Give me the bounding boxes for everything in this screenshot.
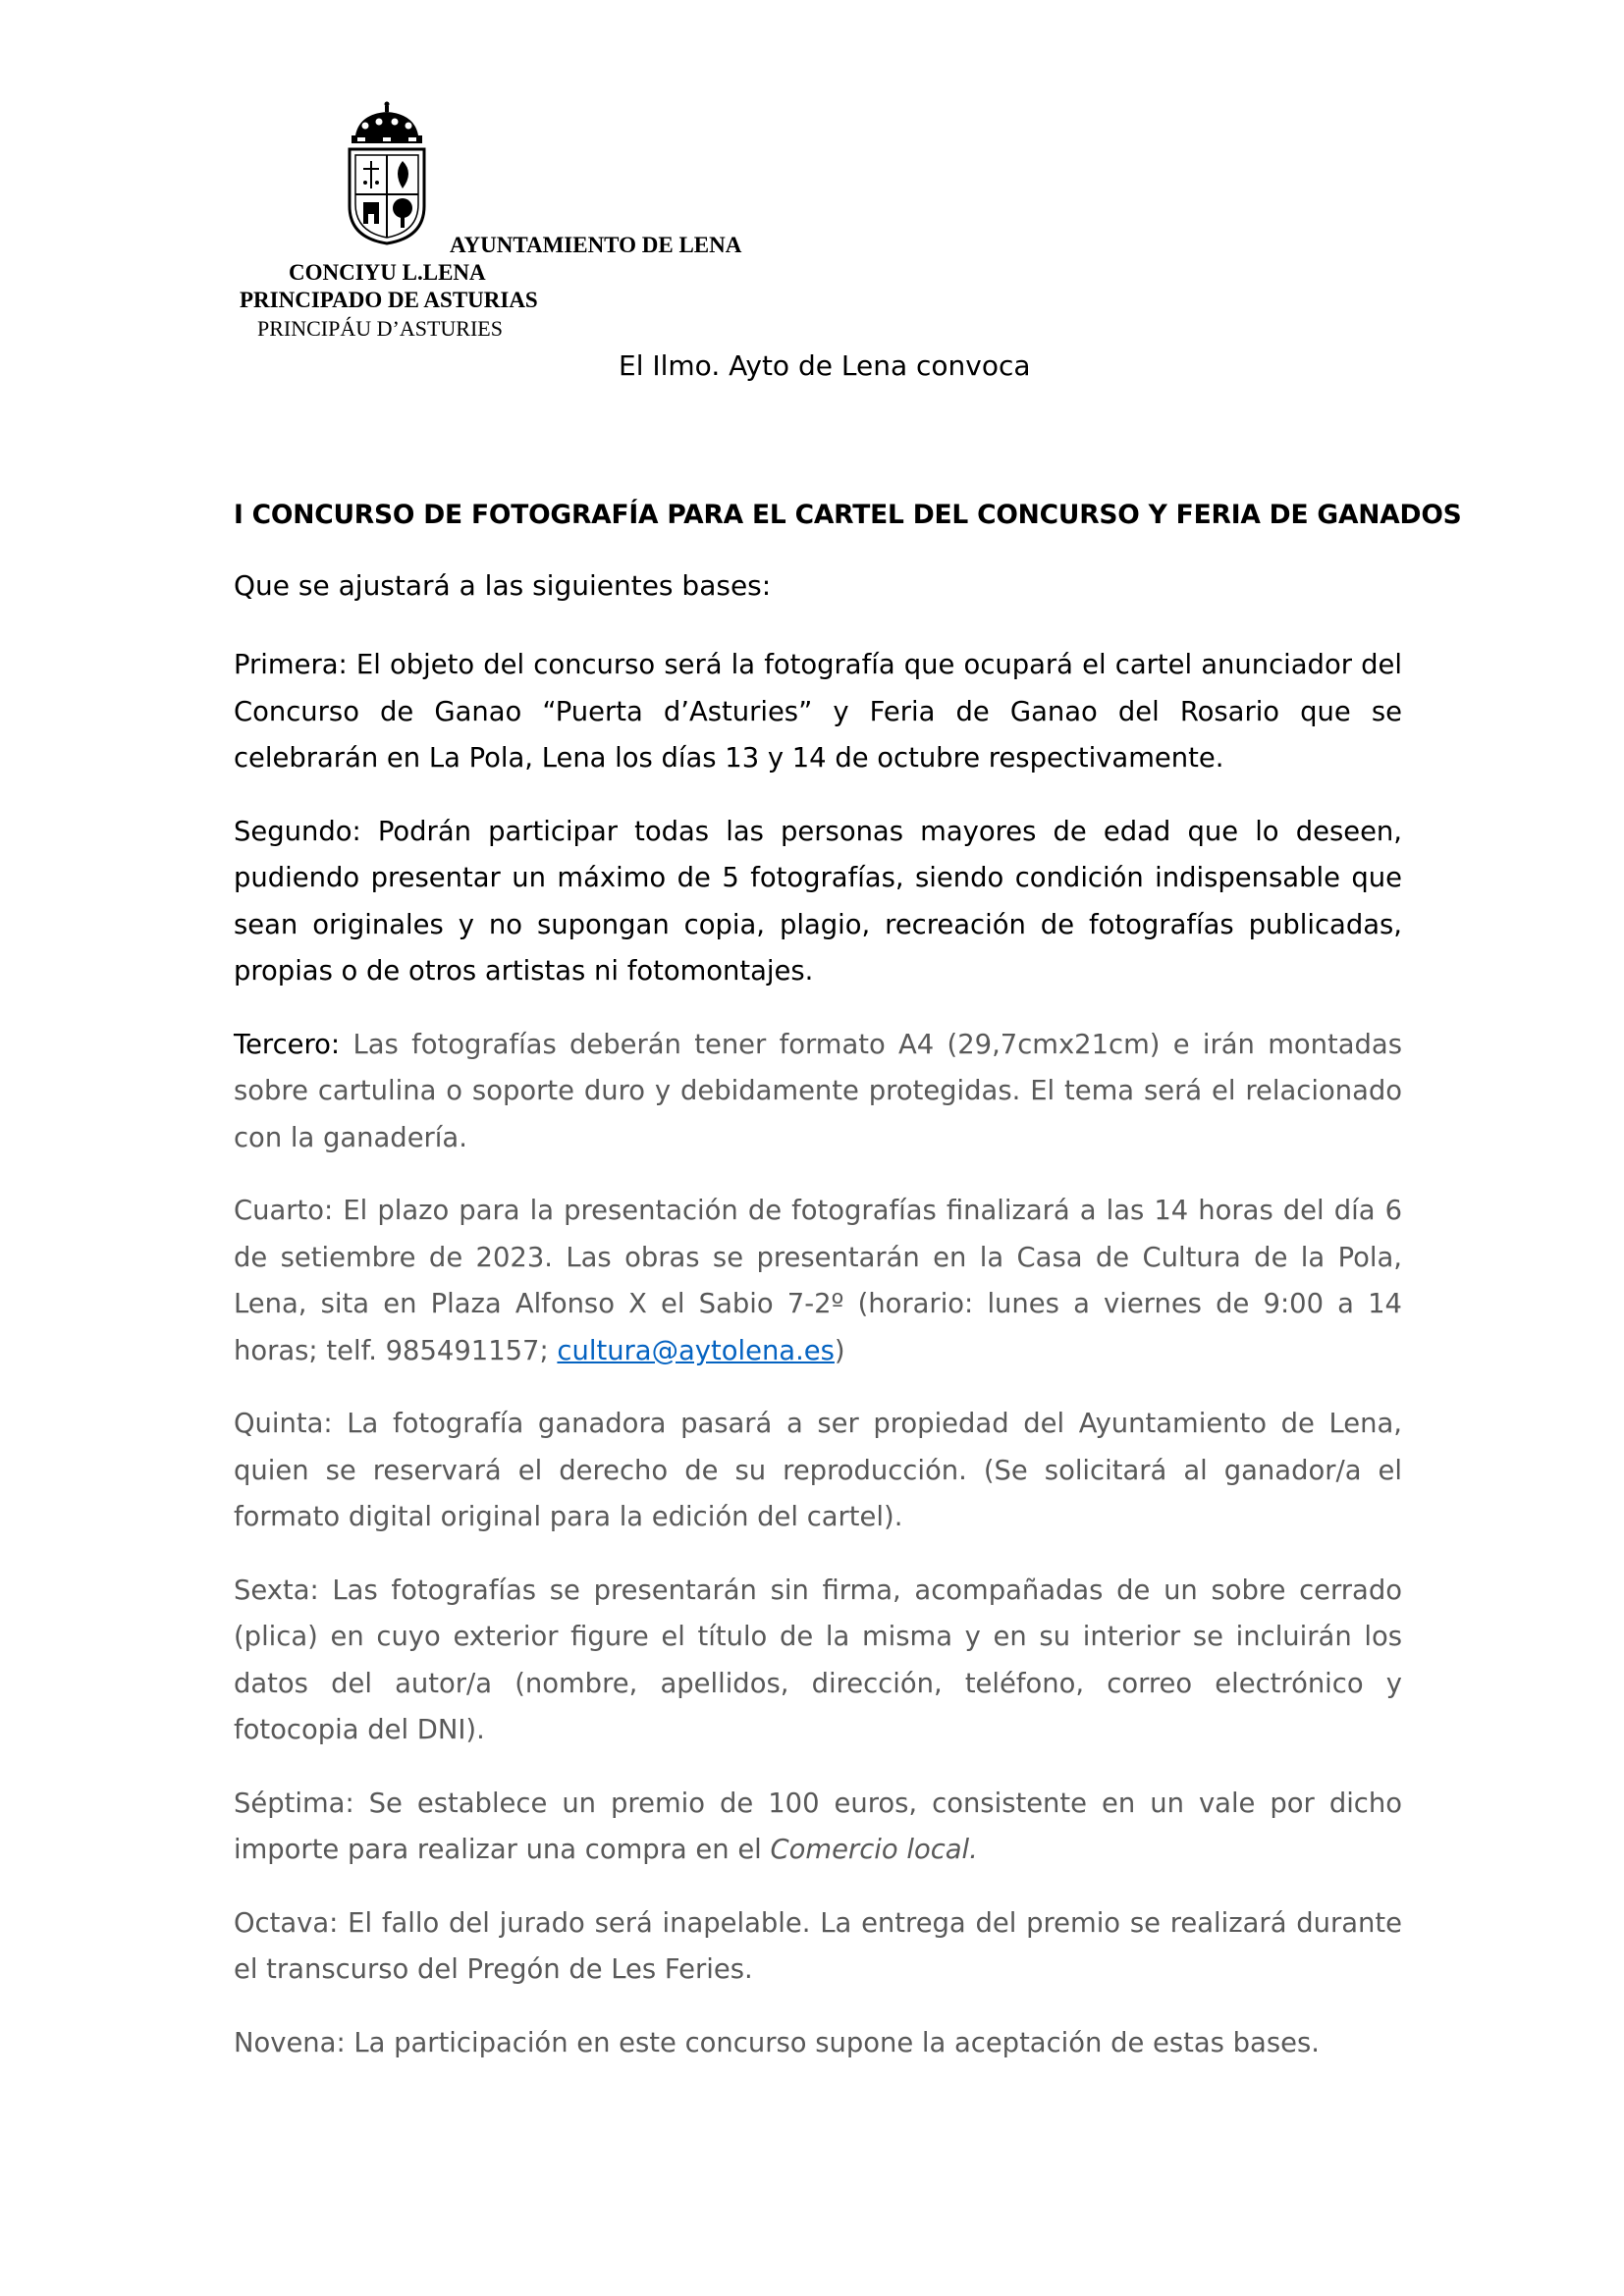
clause-septima — [234, 1781, 1402, 1874]
clause-cuarto — [234, 1188, 1402, 1374]
clause-tercero-text: Las fotografías deberán tener formato A4 (29,7cmx21cm) e irán montadas sobre cartulina o soporte duro y debidamente protegidas. El tema será el relacionado con la ganadería. — [234, 1029, 1402, 1153]
coat-of-arms-icon — [346, 100, 428, 245]
intro-text: Que se ajustará a las siguientes bases: — [234, 569, 772, 602]
letterhead-ayuntamiento: AYUNTAMIENTO DE LENA — [450, 233, 742, 257]
document-title: I CONCURSO DE FOTOGRAFÍA PARA EL CARTEL DEL CONCURSO Y FERIA DE GANADOS — [234, 500, 1462, 530]
email-link[interactable]: cultura@aytolena.es — [557, 1335, 835, 1366]
letterhead-principau: PRINCIPÁU D’ASTURIES — [257, 316, 503, 341]
clause-octava: Octava: El fallo del jurado será inapelable. La entrega del premio se realizará durante el transcurso del Pregón de Les Feries. — [234, 1907, 1402, 1985]
clause-sexta: Sexta: Las fotografías se presentarán sin firma, acompañadas de un sobre cerrado (plica) en cuyo exterior figure el título de la misma y en su interior se incluirán los datos del autor/a (nombre, apellidos, dirección, teléfono, correo electrónico y fotocopia del DNI). — [234, 1575, 1402, 1745]
letterhead-conciyu: CONCIYU L.LENA — [289, 260, 486, 285]
letterhead-principado: PRINCIPADO DE ASTURIAS — [240, 288, 538, 312]
clause-tercero-label: Tercero: — [234, 1029, 341, 1060]
clauses-list — [234, 642, 1402, 2093]
clause-primera: Primera: El objeto del concurso será la fotografía que ocupará el cartel anunciador del Concurso de Ganao “Puerta d’Asturies” y Feria de Ganao del Rosario que se celebrarán en La Pola, Lena los días 13 y 14 de octubre respectivamente. — [234, 650, 1402, 774]
clause-septima-text: Séptima: Se establece un premio de 100 euros, consistente en un vale por dicho importe para realizar una compra en el — [234, 1788, 1402, 1865]
clause-septima-italic: Comercio local. — [770, 1835, 978, 1865]
clause-novena: Novena: La participación en este concurso supone la aceptación de estas bases. — [234, 2027, 1320, 2058]
clause-tercero — [234, 1022, 1402, 1162]
clause-segundo: Segundo: Podrán participar todas las personas mayores de edad que lo deseen, pudiendo presentar un máximo de 5 fotografías, siendo condición indispensable que sean originales y no supongan copia, plagio, recreación de fotografías publicadas, propias o de otros artistas ni fotomontajes. — [234, 816, 1402, 987]
clause-quinta: Quinta: La fotografía ganadora pasará a ser propiedad del Ayuntamiento de Lena, quien se reservará el derecho de su reproducción. (Se solicitará al ganador/a el formato digital original para la edición del cartel). — [234, 1409, 1402, 1532]
clause-cuarto-text: Cuarto: El plazo para la presentación de fotografías finalizará a las 14 horas del día 6 de setiembre de 2023. Las obras se presentarán en la Casa de Cultura de la Pola, Lena, sita en Plaza Alfonso X el Sabio 7-2º (horario: lunes a viernes de 9:00 a 14 horas; telf. 985491157; — [234, 1196, 1402, 1366]
clause-cuarto-close: ) — [834, 1335, 845, 1366]
convoca-line: El Ilmo. Ayto de Lena convoca — [619, 349, 1031, 382]
